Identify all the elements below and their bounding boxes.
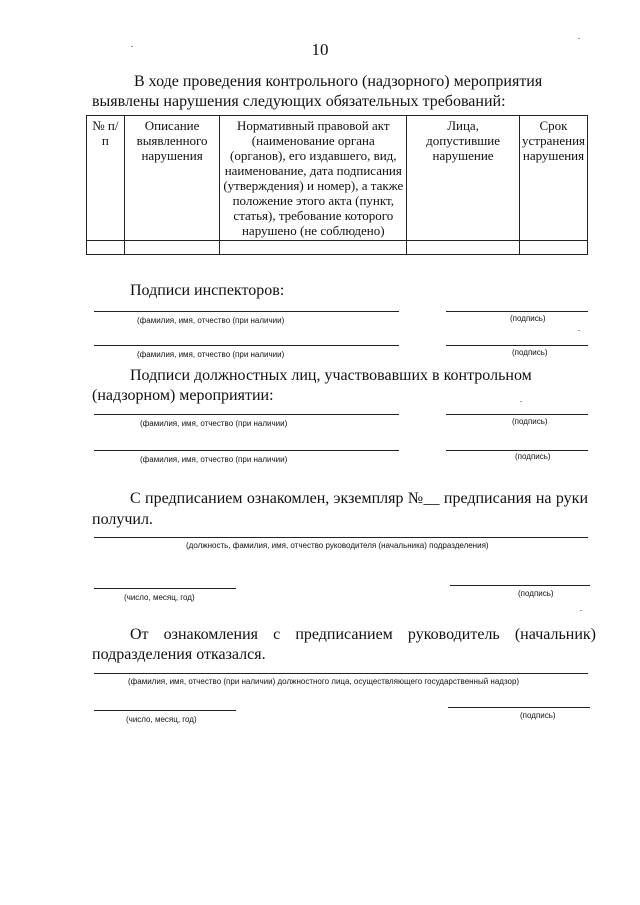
refusal-line-1: От ознакомления с предписанием руководитель (начальник): [130, 626, 596, 643]
table-cell[interactable]: [220, 241, 407, 255]
col-header-number: № п/п: [87, 116, 125, 241]
official-2-signature-caption: (подпись): [515, 452, 551, 461]
table-cell[interactable]: [520, 241, 588, 255]
refusal-official-line[interactable]: [94, 673, 588, 674]
inspectors-heading: Подписи инспекторов:: [130, 282, 285, 299]
official-2-name-line[interactable]: [94, 450, 399, 451]
scan-speck: [131, 46, 133, 47]
violations-table: [86, 115, 588, 255]
acknowledgement-signature-line[interactable]: [450, 585, 590, 586]
col-header-legal-act: Нормативный правовой акт (наименование органа (органов), его издавшего, вид, наименование, дата подписания (утверждения) и номер), а также положение этого акта (пункт, статья), требование которого нарушено (не соблюдено): [220, 116, 407, 241]
intro-paragraph: В ходе проведения контрольного (надзорного) мероприятия выявлены нарушения следующих обязательных требований:: [92, 73, 543, 110]
col-header-description: Описание выявленного нарушения: [124, 116, 220, 241]
inspector-2-name-caption: (фамилия, имя, отчество (при наличии): [137, 350, 285, 359]
refusal-date-line[interactable]: [94, 710, 236, 711]
inspector-2-name-line[interactable]: [94, 345, 399, 346]
inspector-2-signature-caption: (подпись): [512, 348, 548, 357]
page-number: 10: [311, 40, 329, 59]
table-header-row: [87, 116, 588, 241]
scan-speck: [578, 38, 580, 39]
inspector-1-signature-line[interactable]: [446, 311, 588, 312]
inspector-2-signature-line[interactable]: [446, 345, 588, 346]
acknowledgement-date-line[interactable]: [94, 588, 236, 589]
scan-speck: [520, 401, 522, 402]
head-position-caption: (должность, фамилия, имя, отчество руководителя (начальника) подразделения): [186, 541, 489, 550]
inspector-1-signature-caption: (подпись): [510, 314, 546, 323]
head-position-line[interactable]: [94, 537, 588, 538]
officials-heading: Подписи должностных лиц, участвовавших в контрольном (надзорном) мероприятии:: [92, 367, 532, 404]
acknowledgement-line-1: С предписанием ознакомлен, экземпляр №__ предписания на руки: [130, 490, 588, 507]
acknowledgement-line-2: получил.: [92, 511, 153, 528]
official-1-name-line[interactable]: [94, 414, 399, 415]
acknowledgement-date-caption: (число, месяц, год): [124, 593, 195, 602]
refusal-signature-caption: (подпись): [520, 711, 556, 720]
official-1-signature-line[interactable]: [446, 414, 588, 415]
refusal-official-caption: (фамилия, имя, отчество (при наличии) должностного лица, осуществляющего государственный надзор): [128, 677, 520, 686]
table-cell[interactable]: [407, 241, 520, 255]
table-row: [87, 241, 588, 255]
table-cell[interactable]: [124, 241, 220, 255]
table-cell[interactable]: [87, 241, 125, 255]
official-1-name-caption: (фамилия, имя, отчество (при наличии): [140, 419, 288, 428]
scan-speck: [578, 330, 580, 331]
col-header-persons: Лица, допустившие нарушение: [407, 116, 520, 241]
refusal-date-caption: (число, месяц, год): [126, 715, 197, 724]
scan-speck: [580, 610, 582, 611]
official-1-signature-caption: (подпись): [512, 417, 548, 426]
refusal-signature-line[interactable]: [448, 707, 590, 708]
inspector-1-name-caption: (фамилия, имя, отчество (при наличии): [137, 316, 285, 325]
refusal-line-2: подразделения отказался.: [92, 646, 266, 663]
official-2-signature-line[interactable]: [446, 450, 588, 451]
official-2-name-caption: (фамилия, имя, отчество (при наличии): [140, 455, 288, 464]
inspector-1-name-line[interactable]: [94, 311, 399, 312]
acknowledgement-signature-caption: (подпись): [518, 589, 554, 598]
col-header-deadline: Срок устранения нарушения: [520, 116, 588, 241]
